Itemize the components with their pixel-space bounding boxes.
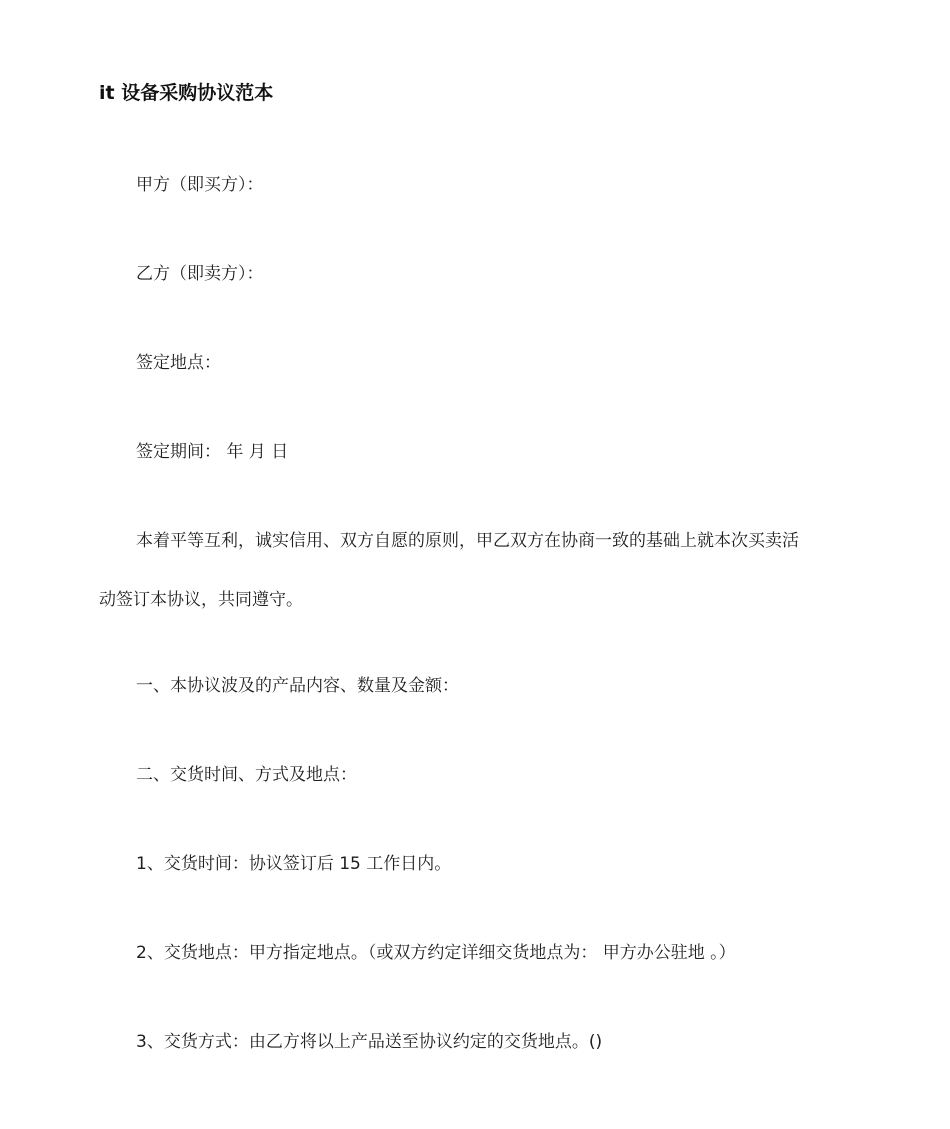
party-a-line: 甲方（即买方）： [136,175,264,195]
document-title: it 设备采购协议范本 [99,82,274,104]
signing-place-line: 签定地点： [136,353,221,373]
preamble-line-1: 本着平等互利，诚实信用、双方自愿的原则，甲乙双方在协商一致的基础上就本次买卖活 [136,531,799,551]
section-2-heading: 二、交货时间、方式及地点： [136,765,357,785]
signing-date-line: 签定期间： 年 月 日 [136,442,289,462]
delivery-method-item: 3、交货方式：由乙方将以上产品送至协议约定的交货地点。() [136,1032,603,1052]
delivery-place-item: 2、交货地点：甲方指定地点。（或双方约定详细交货地点为： 甲方办公驻地 。） [136,943,736,963]
party-b-line: 乙方（即卖方）： [136,264,264,284]
section-1-heading: 一、本协议波及的产品内容、数量及金额： [136,676,459,696]
delivery-time-item: 1、交货时间：协议签订后 15 工作日内。 [136,854,452,874]
preamble-line-2: 动签订本协议，共同遵守。 [99,590,303,610]
